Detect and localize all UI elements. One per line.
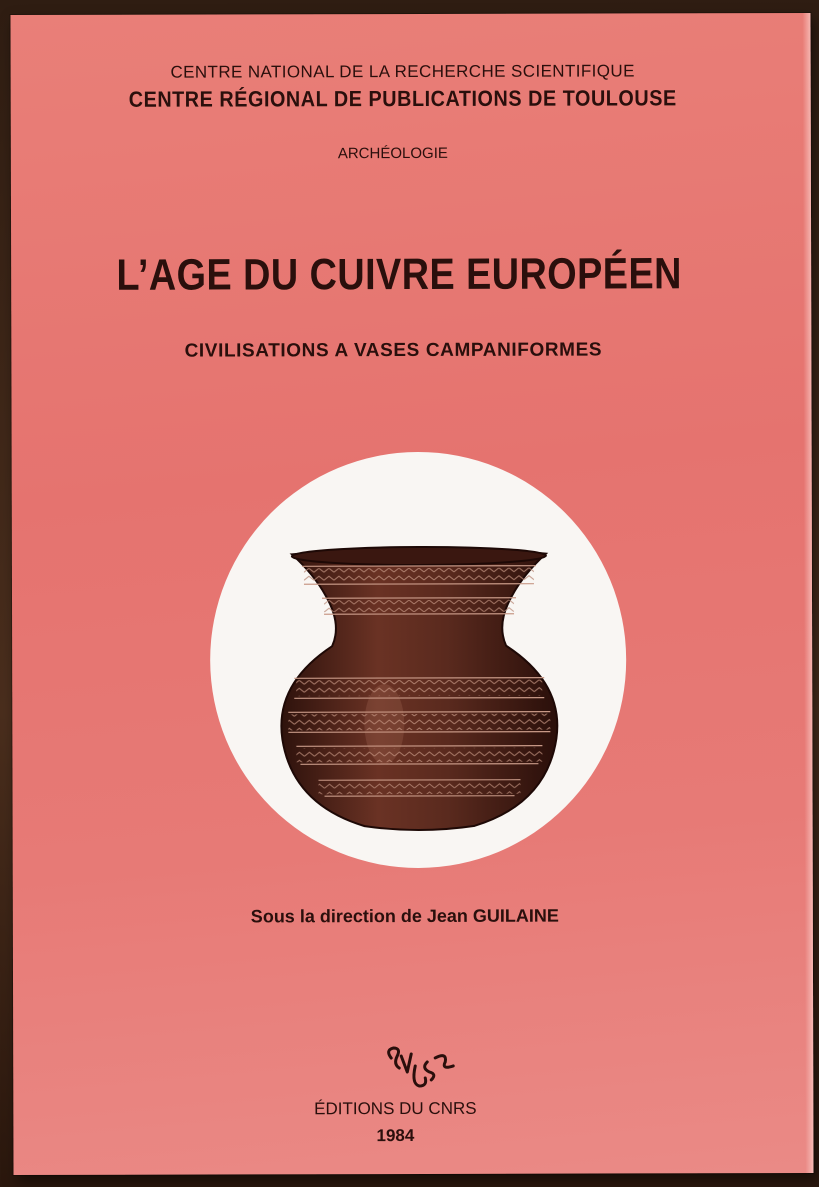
book-title: L’AGE DU CUIVRE EUROPÉEN (116, 249, 682, 300)
series-label: ARCHÉOLOGIE (337, 144, 448, 163)
publisher-center: CENTRE RÉGIONAL DE PUBLICATIONS DE TOULOUSE (128, 85, 677, 112)
author-line: Sous la direction de Jean GUILAINE (250, 905, 559, 927)
cnrs-logo-icon (381, 1044, 461, 1092)
bell-beaker-vase-image (274, 534, 565, 835)
book-subtitle: CIVILISATIONS A VASES CAMPANIFORMES (184, 339, 603, 362)
publication-year: 1984 (376, 1125, 415, 1146)
institution-name: CENTRE NATIONAL DE LA RECHERCHE SCIENTIFIQUE (170, 61, 635, 82)
book-cover (10, 13, 813, 1175)
publisher-name: ÉDITIONS DU CNRS (314, 1098, 477, 1119)
